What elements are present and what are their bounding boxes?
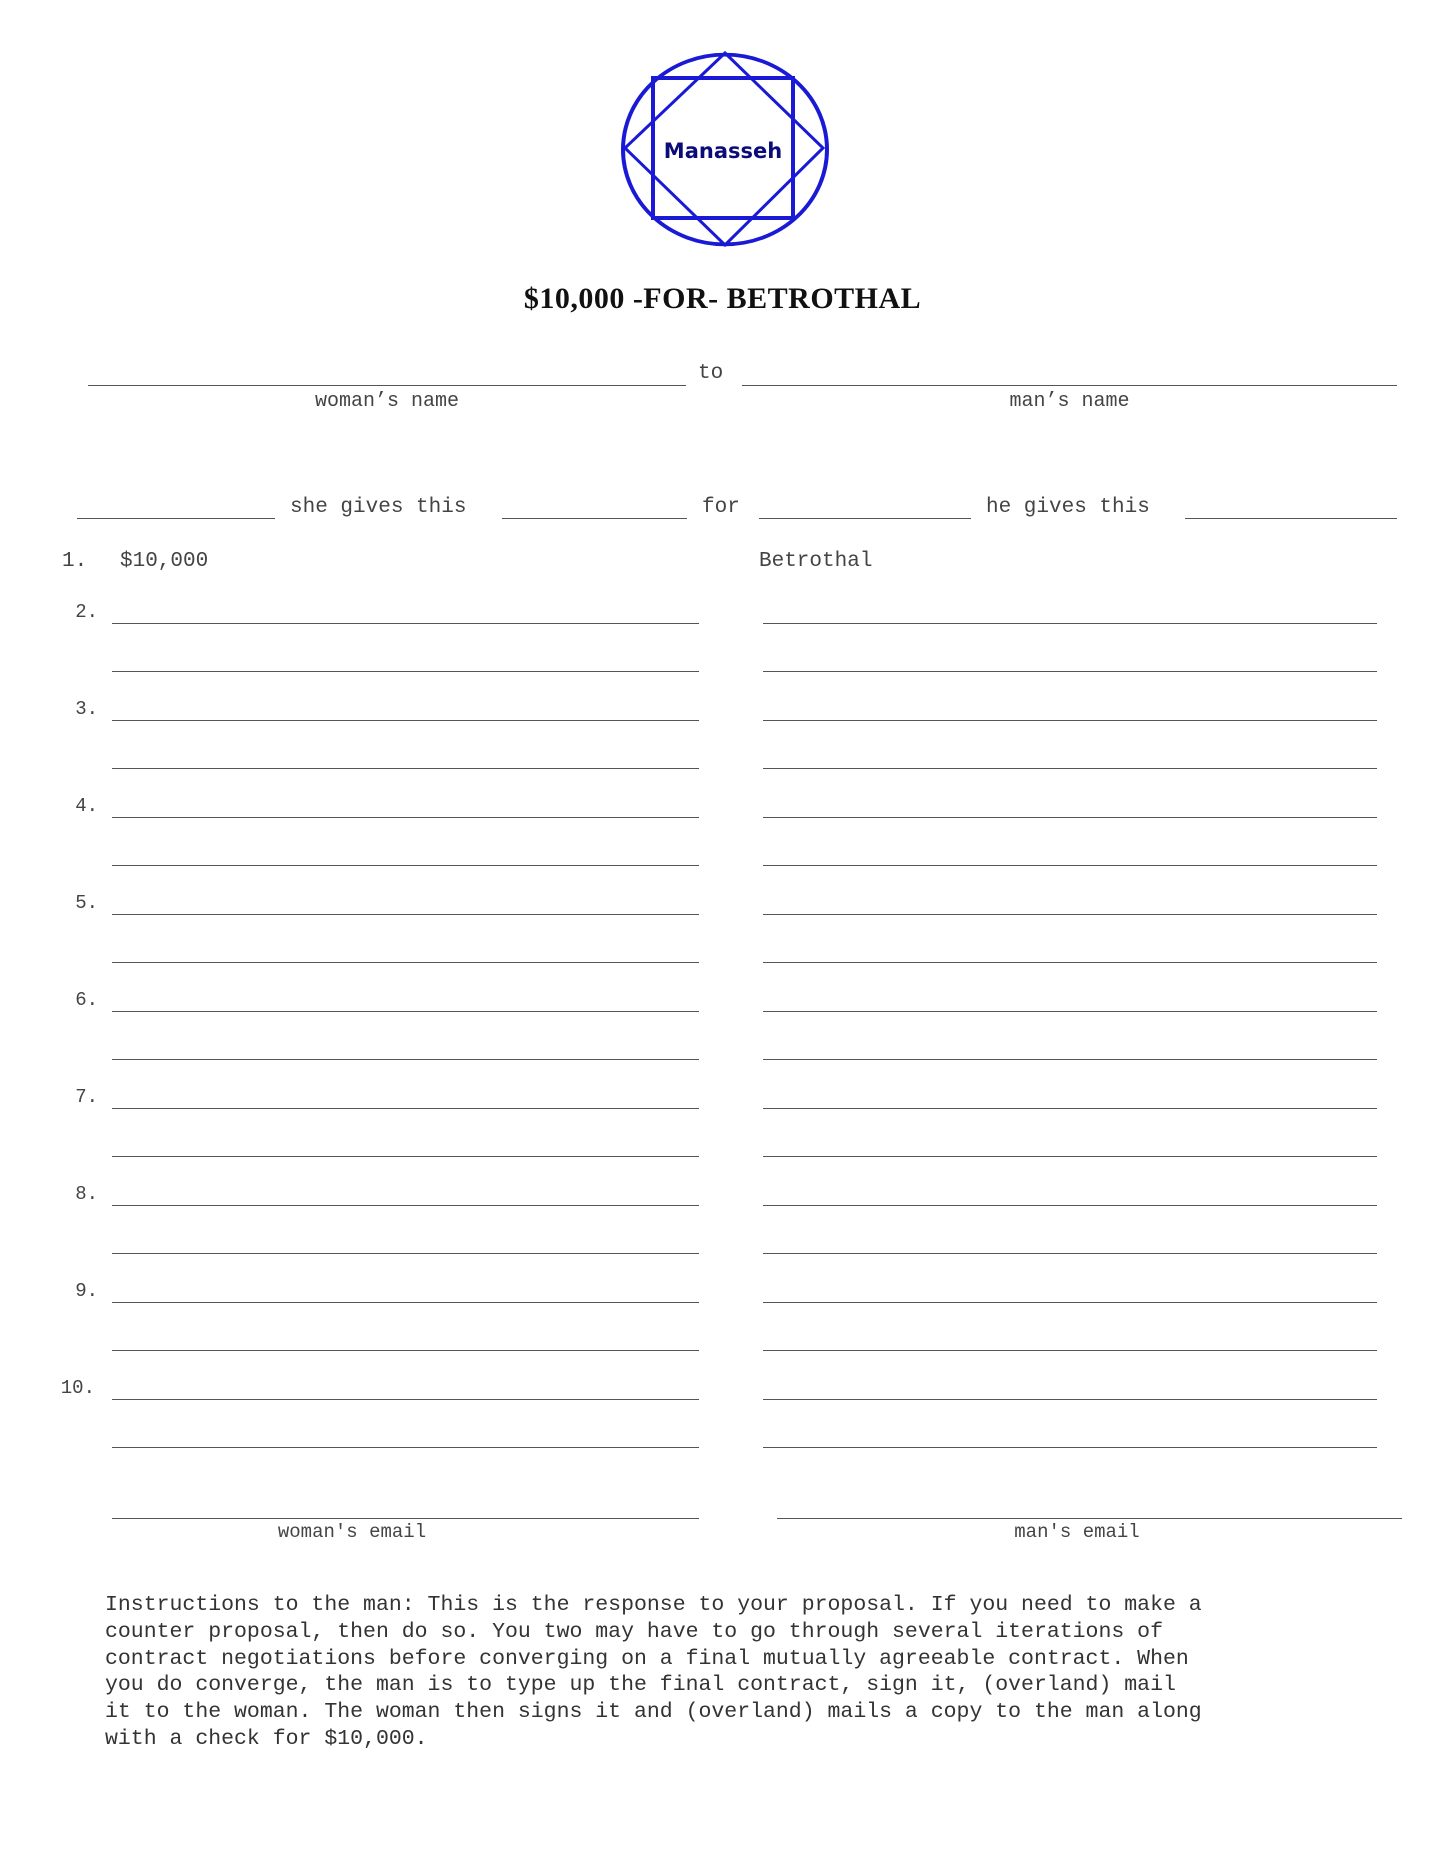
item-number: 5.: [75, 892, 98, 914]
logo-text: Manasseh: [663, 139, 783, 163]
manasseh-logo: [620, 50, 830, 250]
man-name-field[interactable]: [742, 385, 1397, 386]
woman-gives-line[interactable]: [112, 1253, 699, 1254]
woman-gives-line[interactable]: [112, 1350, 699, 1351]
woman-gives-line[interactable]: [112, 1447, 699, 1448]
woman-gives-line[interactable]: [112, 671, 699, 672]
man-gives-line[interactable]: [763, 1447, 1377, 1448]
item-number: 6.: [75, 989, 98, 1011]
item-number: 2.: [75, 601, 98, 623]
woman-gives-line[interactable]: [112, 1205, 699, 1206]
item-number: 10.: [60, 1377, 95, 1399]
man-gives-line[interactable]: [763, 1399, 1377, 1400]
man-gives-line[interactable]: [763, 914, 1377, 915]
man-gives-line[interactable]: [763, 1011, 1377, 1012]
woman-email-field[interactable]: [112, 1518, 699, 1519]
man-gives-line[interactable]: [763, 1156, 1377, 1157]
woman-gives-line[interactable]: [112, 817, 699, 818]
woman-name-field[interactable]: [88, 385, 686, 386]
man-gives-line[interactable]: [763, 768, 1377, 769]
she-gives-text: she gives this: [290, 496, 467, 519]
man-gives-line[interactable]: [763, 1253, 1377, 1254]
item-number: 4.: [75, 795, 98, 817]
woman-email-label: woman's email: [277, 1521, 427, 1543]
woman-gives-line[interactable]: [112, 1011, 699, 1012]
item-number: 3.: [75, 698, 98, 720]
woman-gives-line[interactable]: [112, 768, 699, 769]
woman-gives-line[interactable]: [112, 914, 699, 915]
man-gives-line[interactable]: [763, 865, 1377, 866]
woman-gives-line[interactable]: [112, 1302, 699, 1303]
he-gives-blank-2[interactable]: [1185, 518, 1397, 519]
man-email-field[interactable]: [777, 1518, 1402, 1519]
she-gives-blank-1[interactable]: [77, 518, 275, 519]
man-email-label: man's email: [1014, 1521, 1140, 1543]
man-name-label: man’s name: [1009, 390, 1130, 413]
woman-gives-line[interactable]: [112, 623, 699, 624]
page-title: $10,000 -FOR- BETROTHAL: [523, 282, 922, 315]
woman-gives-line[interactable]: [112, 720, 699, 721]
woman-gives-line[interactable]: [112, 1399, 699, 1400]
item-number: 7.: [75, 1086, 98, 1108]
item-number: 8.: [75, 1183, 98, 1205]
item-number: 9.: [75, 1280, 98, 1302]
woman-gives-line[interactable]: [112, 865, 699, 866]
man-gives-line[interactable]: [763, 962, 1377, 963]
woman-gives-line[interactable]: [112, 1108, 699, 1109]
woman-gives-line[interactable]: [112, 1059, 699, 1060]
man-gives-line[interactable]: [763, 817, 1377, 818]
manasseh-seal-icon: [620, 50, 830, 250]
woman-gives-line[interactable]: [112, 962, 699, 963]
he-gives-text: he gives this: [986, 496, 1150, 519]
man-gives-line[interactable]: [763, 720, 1377, 721]
man-gives-line[interactable]: [763, 623, 1377, 624]
man-gives-line[interactable]: [763, 1059, 1377, 1060]
she-gives-blank-2[interactable]: [502, 518, 687, 519]
item-1-woman-gives: $10,000: [120, 550, 209, 573]
man-gives-line[interactable]: [763, 1350, 1377, 1351]
man-gives-line[interactable]: [763, 671, 1377, 672]
woman-gives-line[interactable]: [112, 1156, 699, 1157]
he-gives-blank-1[interactable]: [759, 518, 971, 519]
item-number: 1.: [62, 550, 88, 573]
man-gives-line[interactable]: [763, 1205, 1377, 1206]
for-text: for: [702, 496, 740, 519]
to-text: to: [698, 362, 724, 385]
item-1-man-gives: Betrothal: [759, 550, 873, 573]
man-gives-line[interactable]: [763, 1108, 1377, 1109]
woman-name-label: woman’s name: [314, 390, 460, 413]
instructions-text: Instructions to the man: This is the response to your proposal. If you need to make a counter proposal, then do so. You two may have to go through several iterations of contract negotiations before converging on a final mutually agreeable contract. When you do converge, the man is to type up the final contract, sign it, (overland) mail it to the woman. The woman then signs it and (overland) mails a copy to the man along with a check for $10,000.: [105, 1593, 1202, 1751]
man-gives-line[interactable]: [763, 1302, 1377, 1303]
